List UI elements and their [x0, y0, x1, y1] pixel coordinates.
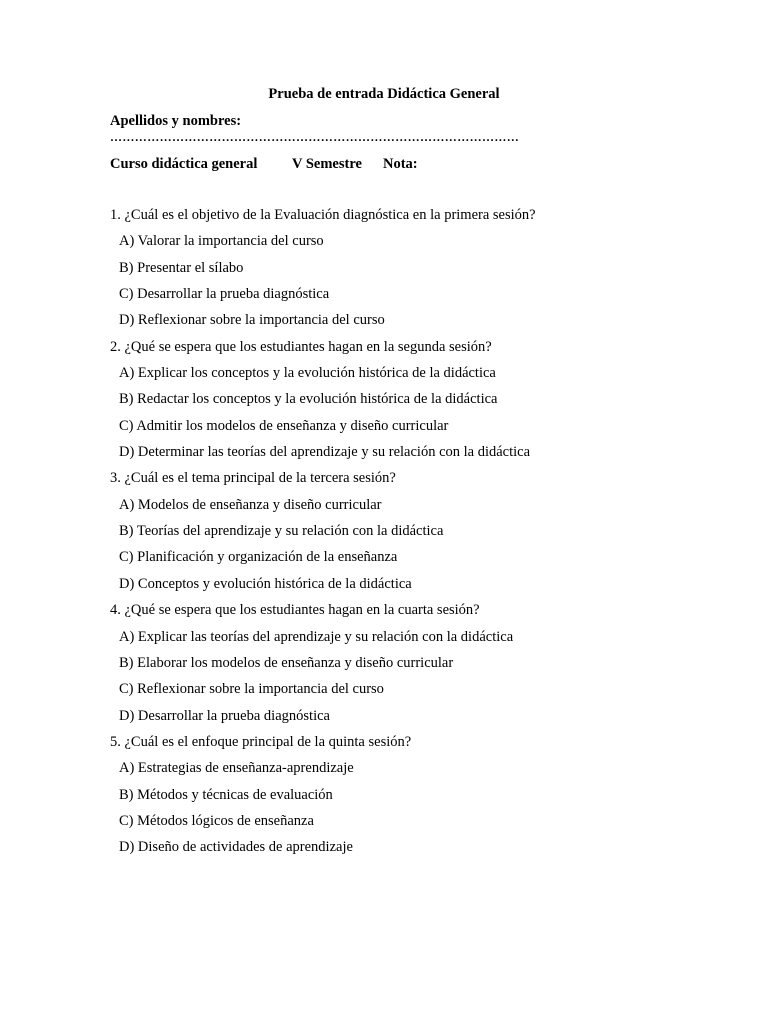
answer-option-c: C) Planificación y organización de la enseñanza — [119, 549, 398, 566]
page-title: Prueba de entrada Didáctica General — [268, 86, 500, 102]
answer-option-c: C) Métodos lógicos de enseñanza — [119, 812, 314, 829]
answer-option-d: D) Determinar las teorías del aprendizaje y su relación con la didáctica — [119, 444, 531, 461]
answer-option-d: D) Conceptos y evolución histórica de la didáctica — [119, 575, 412, 592]
answer-option-d: D) Desarrollar la prueba diagnóstica — [119, 707, 330, 724]
question-text: 2. ¿Qué se espera que los estudiantes hagan en la segunda sesión? — [110, 338, 492, 355]
answer-option-a: A) Explicar los conceptos y la evolución histórica de la didáctica — [119, 365, 496, 382]
answer-option-b: B) Elaborar los modelos de enseñanza y diseño curricular — [119, 654, 454, 671]
answer-option-a: A) Modelos de enseñanza y diseño curricular — [119, 496, 382, 513]
answer-option-d: D) Reflexionar sobre la importancia del curso — [119, 312, 385, 329]
question-item — [110, 468, 536, 600]
name-dotted-line: ……………………………………………………………………………………… — [110, 130, 520, 144]
question-text: 1. ¿Cuál es el objetivo de la Evaluación diagnóstica en la primera sesión? — [110, 207, 536, 223]
answer-option-b: B) Teorías del aprendizaje y su relación con la didáctica — [119, 523, 444, 540]
answer-option-a: A) Explicar las teorías del aprendizaje y su relación con la didáctica — [119, 628, 514, 645]
question-list — [110, 205, 536, 864]
question-text: 4. ¿Qué se espera que los estudiantes hagan en la cuarta sesión? — [110, 602, 480, 619]
answer-option-d: D) Diseño de actividades de aprendizaje — [119, 839, 353, 856]
question-item — [110, 205, 536, 337]
answer-option-b: B) Métodos y técnicas de evaluación — [119, 786, 333, 803]
answer-option-a: A) Valorar la importancia del curso — [119, 233, 324, 250]
grade-label: Nota: — [383, 156, 418, 172]
course-label: Curso didáctica general — [110, 156, 258, 172]
name-label: Apellidos y nombres: — [110, 113, 242, 129]
answer-option-b: B) Redactar los conceptos y la evolución histórica de la didáctica — [119, 391, 498, 408]
answer-option-a: A) Estrategias de enseñanza-aprendizaje — [119, 760, 354, 777]
question-item — [110, 732, 536, 864]
semester-label: V Semestre — [292, 156, 362, 172]
course-info-row — [110, 154, 418, 174]
answer-option-c: C) Desarrollar la prueba diagnóstica — [119, 286, 330, 303]
question-item — [110, 337, 536, 469]
answer-option-b: B) Presentar el sílabo — [119, 259, 244, 276]
answer-option-c: C) Admitir los modelos de enseñanza y diseño curricular — [119, 417, 449, 434]
question-text: 3. ¿Cuál es el tema principal de la tercera sesión? — [110, 470, 396, 487]
answer-option-c: C) Reflexionar sobre la importancia del curso — [119, 681, 384, 698]
question-item — [110, 600, 536, 732]
question-text: 5. ¿Cuál es el enfoque principal de la quinta sesión? — [110, 733, 412, 750]
